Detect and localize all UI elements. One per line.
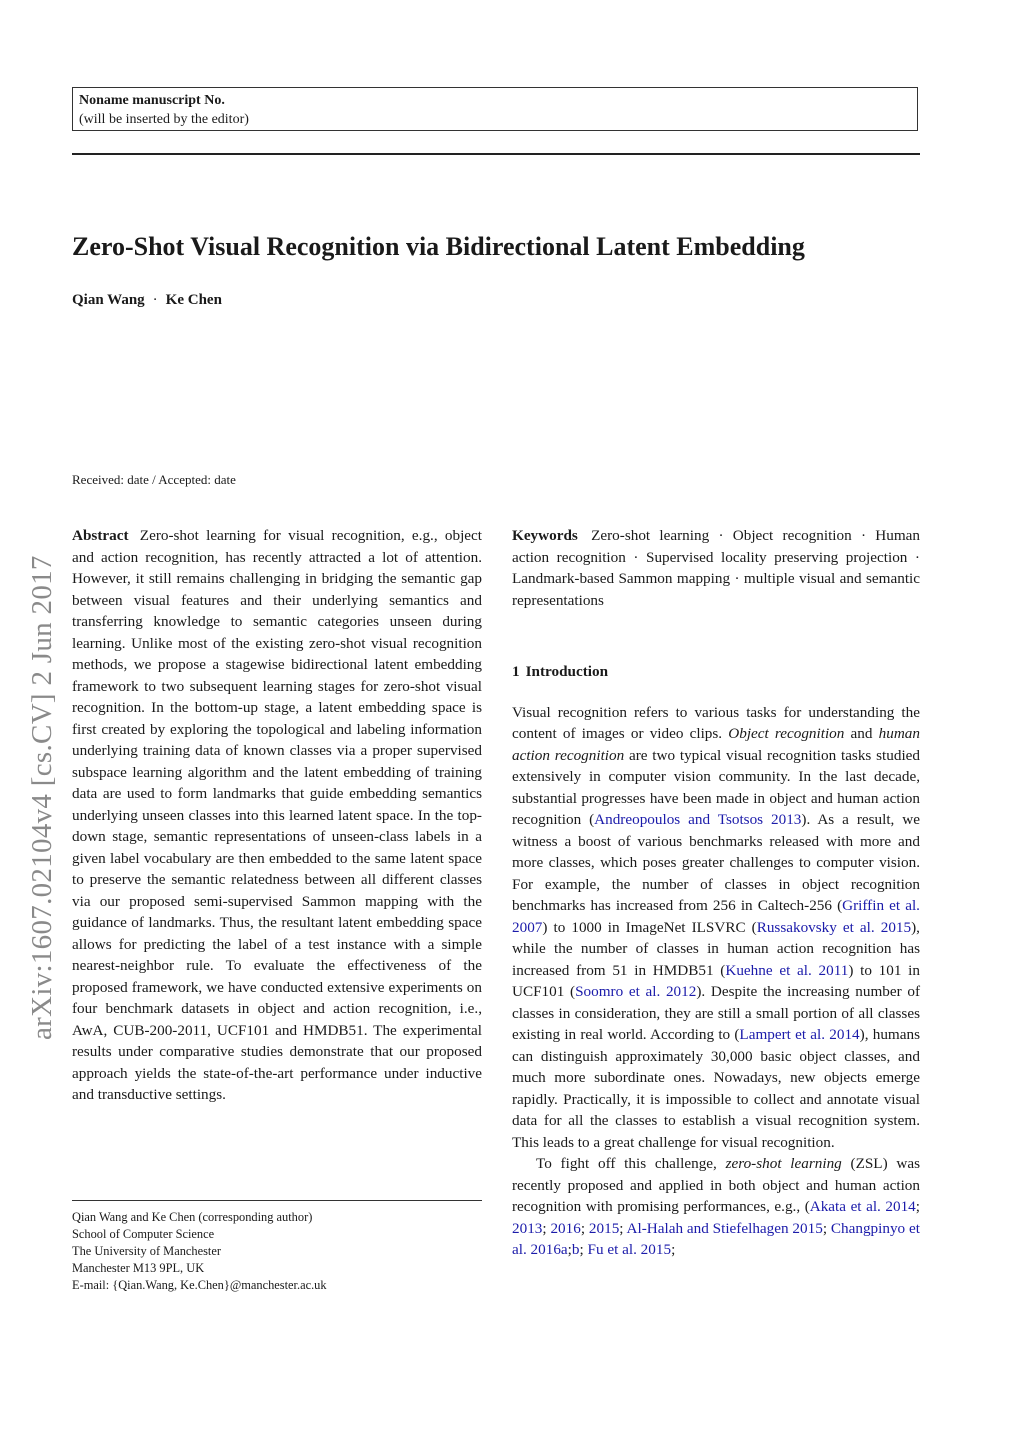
author-footnote bbox=[72, 1209, 327, 1294]
citation-link[interactable]: 2013 bbox=[512, 1219, 543, 1237]
footnote-line: The University of Manchester bbox=[72, 1244, 221, 1258]
abstract-text: Zero-shot learning for visual recognition, e.g., object and action recognition, has recently attracted a lot of attention. However, it still remains challenging in bridging the semantic gap between visual features and their underlying semantics and transferring knowledge to semantic categories unseen during learning. Unlike most of the existing zero-shot visual recognition methods, we propose a stagewise bidirectional latent embedding framework to two subsequent learning stages for zero-shot visual recognition. In the bottom-up stage, a latent embedding space is first created by exploring the topological and labeling information underlying training data of known classes via a proper supervised subspace learning algorithm and the latent embedding of training data are used to form landmarks that guide embedding semantics underlying unseen classes into this learned latent space. In the top-down stage, semantic representations of unseen-class labels in a given label vocabulary are then embedded to the same latent space to preserve the semantic relatedness between all different classes via our proposed semi-supervised Sammon mapping with the guidance of landmarks. Thus, the resultant latent embedding space allows for predicting the label of a test instance with a simple nearest-neighbor rule. To evaluate the effectiveness of the proposed framework, we have conducted extensive experiments on four benchmark datasets in object and action recognition, i.e., AwA, CUB-200-2011, UCF101 and HMDB51. The experimental results under comparative studies demonstrate that our proposed approach yields the state-of-the-art performance under inductive and transductive settings. bbox=[72, 527, 483, 1103]
author-separator: · bbox=[152, 292, 158, 308]
citation-link[interactable]: b bbox=[571, 1241, 580, 1258]
citation-link[interactable]: Griffin et al. 2007 bbox=[512, 897, 920, 936]
citation-separator: ; bbox=[542, 1219, 551, 1237]
citation-link[interactable]: Russakovsky et al. 2015 bbox=[756, 918, 912, 936]
citation-separator: ; bbox=[915, 1198, 920, 1215]
body-text: ) to 101 in UCF101 ( bbox=[512, 961, 920, 1000]
footnote-email: E-mail: {Qian.Wang, Ke.Chen}@manchester.ac.uk bbox=[72, 1278, 327, 1292]
intro-paragraph-2 bbox=[512, 1153, 920, 1261]
abstract-label: Abstract bbox=[72, 527, 129, 544]
citation-link[interactable]: 2015 bbox=[588, 1219, 620, 1237]
author-name: Ke Chen bbox=[165, 292, 222, 308]
citation-link[interactable]: 2016 bbox=[550, 1219, 581, 1237]
citation-separator: ; bbox=[619, 1219, 627, 1237]
intro-paragraph-1 bbox=[512, 702, 920, 1154]
body-text: ) to 1000 in ImageNet ILSVRC ( bbox=[542, 918, 757, 936]
footnote-rule bbox=[72, 1200, 482, 1201]
editor-note: (will be inserted by the editor) bbox=[79, 112, 249, 127]
body-text: ). As a result, we witness a boost of various benchmarks released with more and more classes, which poses greater challenges to computer vision. For example, the number of classes in object recognition benchmarks has increased from 256 in Caltech-256 ( bbox=[512, 811, 920, 914]
footnote-line: Qian Wang and Ke Chen (corresponding author) bbox=[72, 1210, 313, 1224]
body-text: ). Despite the increasing number of classes in consideration, they are still a small portion of all classes existing in real world. According to ( bbox=[512, 983, 920, 1043]
header-rule bbox=[72, 153, 920, 155]
keywords bbox=[512, 525, 920, 611]
abstract bbox=[72, 525, 482, 1106]
citation-link[interactable]: Fu et al. 2015 bbox=[587, 1241, 672, 1258]
citation-separator: ; bbox=[671, 1241, 676, 1258]
citation-separator: ; bbox=[579, 1241, 588, 1258]
body-text: Visual recognition refers to various tasks for understanding the content of images or video clips. bbox=[512, 703, 920, 742]
arxiv-stamp: arXiv:1607.02104v4 [cs.CV] 2 Jun 2017 bbox=[26, 555, 58, 1040]
keywords-text: Zero-shot learning · Object recognition · Human action recognition · Supervised locality preserving projection · Landmark-based Sammon mapping · multiple visual and semantic representations bbox=[512, 527, 921, 609]
citation-separator: ; bbox=[580, 1219, 589, 1237]
manuscript-header-box bbox=[72, 87, 918, 131]
citation-link[interactable]: Akata et al. 2014 bbox=[809, 1198, 916, 1215]
section-title: Introduction bbox=[525, 663, 609, 680]
body-text: To fight off this challenge, bbox=[536, 1155, 726, 1172]
paper-title: Zero-Shot Visual Recognition via Bidirectional Latent Embedding bbox=[72, 232, 805, 261]
emphasis-text: Object recognition bbox=[728, 725, 845, 742]
citation-link[interactable]: Lampert et al. 2014 bbox=[739, 1026, 860, 1043]
citation-separator: ; bbox=[567, 1241, 572, 1258]
body-text: ), humans can distinguish approximately 30,000 basic object classes, and much more subordinate ones. Nowadays, new objects emerge rapidly. Practically, it is impossible to collect and annotate visual data for all the classes to establish a visual recognition system. This leads to a great challenge for visual recognition. bbox=[512, 1026, 920, 1151]
section-heading bbox=[512, 661, 920, 683]
right-column bbox=[512, 525, 920, 1261]
section-number: 1 bbox=[512, 663, 520, 680]
author-name: Qian Wang bbox=[72, 292, 145, 308]
footnote-line: School of Computer Science bbox=[72, 1227, 215, 1241]
manuscript-number: Noname manuscript No. bbox=[79, 93, 225, 108]
body-text: and bbox=[844, 725, 879, 742]
emphasis-text: human action recognition bbox=[512, 725, 920, 764]
keywords-label: Keywords bbox=[512, 527, 578, 544]
citation-link[interactable]: Al-Halah and Stiefelhagen 2015 bbox=[626, 1219, 823, 1237]
emphasis-text: zero-shot learning bbox=[725, 1155, 842, 1172]
citation-separator: ; bbox=[822, 1219, 831, 1237]
citation-link[interactable]: Kuehne et al. 2011 bbox=[725, 961, 849, 979]
body-text: (ZSL) was recently proposed and applied in both object and human action recognition with promising performances, e.g., ( bbox=[512, 1155, 920, 1215]
body-text: are two typical visual recognition tasks studied extensively in computer vision community. In the last decade, substantial progresses have been made in object and human action recognition ( bbox=[512, 746, 920, 828]
citation-link[interactable]: Soomro et al. 2012 bbox=[575, 983, 697, 1000]
citation-link[interactable]: Andreopoulos and Tsotsos 2013 bbox=[594, 811, 802, 828]
received-date: Received: date / Accepted: date bbox=[72, 472, 236, 487]
author-list bbox=[72, 292, 222, 309]
footnote-line: Manchester M13 9PL, UK bbox=[72, 1261, 205, 1275]
body-text: ), while the number of classes in human action recognition has increased from 51 in HMDB51 ( bbox=[512, 918, 920, 979]
citation-link[interactable]: Changpinyo et al. 2016a bbox=[512, 1219, 920, 1258]
